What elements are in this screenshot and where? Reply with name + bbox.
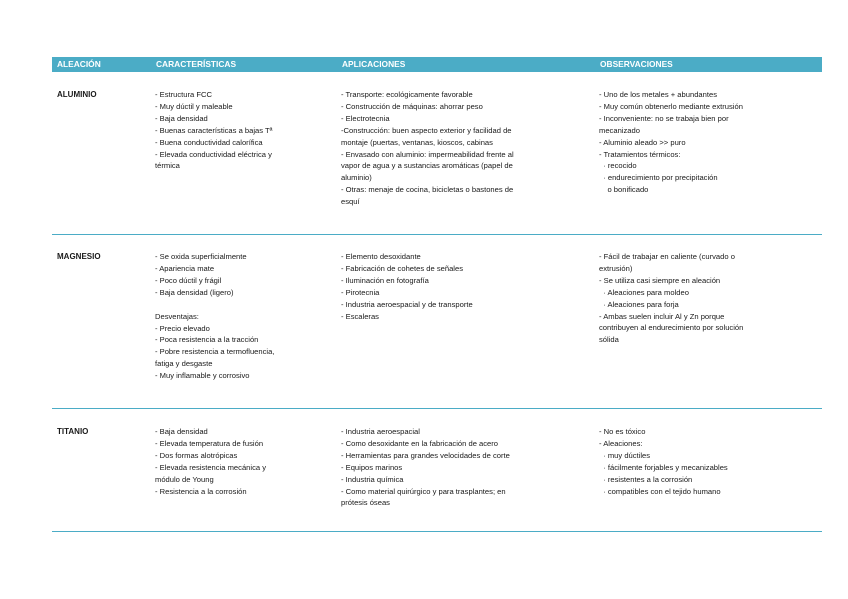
- text-line: · endurecimiento por precipitación: [599, 173, 718, 183]
- text-line: · fácilmente forjables y mecanizables: [599, 462, 728, 472]
- text-line: - No es tóxico: [599, 427, 646, 436]
- desventajas-title: Desventajas:: [155, 311, 199, 321]
- text-line: esquí: [341, 197, 360, 207]
- text-line: contribuyen al endurecimiento por solución: [599, 323, 744, 333]
- text-line: - Industria química: [341, 474, 404, 484]
- text-line: - Aleaciones:: [599, 438, 643, 448]
- text-line: - Baja densidad: [155, 113, 208, 123]
- text-line: - Poca resistencia a la tracción: [155, 335, 259, 345]
- text-line: - Pobre resistencia a termofluencia,: [155, 347, 275, 357]
- text-line: - Elevada conductividad eléctrica y: [155, 149, 272, 159]
- caracteristicas-titanio: [151, 409, 337, 532]
- alloy-name-aluminio: ALUMINIO: [52, 72, 151, 235]
- text-line: - Precio elevado: [155, 323, 210, 333]
- text-line: - Baja densidad (ligero): [155, 287, 234, 297]
- text-line: - Equipos marinos: [341, 462, 403, 472]
- alloy-name-magnesio: MAGNESIO: [52, 235, 151, 409]
- text-line: extrusión): [599, 263, 633, 273]
- table-row-magnesio: [52, 235, 822, 409]
- observaciones-titanio: [595, 409, 822, 532]
- text-line: - Estructura FCC: [155, 90, 212, 99]
- text-line: fatiga y desgaste: [155, 359, 213, 369]
- text-line: - Transporte: ecológicamente favorable: [341, 90, 473, 99]
- text-line: · resistentes a la corrosión: [599, 474, 693, 484]
- text-line: - Electrotecnia: [341, 113, 390, 123]
- text-line: mecanizado: [599, 125, 640, 135]
- text-line: · compatibles con el tejido humano: [599, 486, 721, 496]
- header-aleacion: ALEACIÓN: [52, 57, 151, 72]
- text-line: - Envasado con aluminio: impermeabilidad frente al: [341, 149, 514, 159]
- text-line: - Inconveniente: no se trabaja bien por: [599, 113, 729, 123]
- text-line: · recocido: [599, 161, 637, 171]
- text-line: módulo de Young: [155, 474, 214, 484]
- text-line: - Elevada temperatura de fusión: [155, 438, 264, 448]
- text-line: · muy dúctiles: [599, 450, 651, 460]
- text-line: -Construcción: buen aspecto exterior y facilidad de: [341, 125, 512, 135]
- observaciones-aluminio: [595, 72, 822, 235]
- text-line: - Industria aeroespacial: [341, 427, 420, 436]
- text-line: - Poco dúctil y frágil: [155, 275, 222, 285]
- text-line: - Construcción de máquinas: ahorrar peso: [341, 101, 483, 111]
- text-line: - Buenas características a bajas Tª: [155, 125, 273, 135]
- aplicaciones-titanio: [337, 409, 595, 532]
- header-caracteristicas: CARACTERÍSTICAS: [151, 57, 337, 72]
- text-line: - Elemento desoxidante: [341, 252, 421, 261]
- text-line: - Pirotecnia: [341, 287, 380, 297]
- aplicaciones-magnesio: [337, 235, 595, 409]
- text-line: - Dos formas alotrópicas: [155, 450, 238, 460]
- text-line: montaje (puertas, ventanas, kioscos, cabinas: [341, 137, 493, 147]
- text-line: · Aleaciones para moldeo: [599, 287, 689, 297]
- text-line: - Industria aeroespacial y de transporte: [341, 299, 473, 309]
- text-line: - Elevada resistencia mecánica y: [155, 462, 267, 472]
- text-line: - Resistencia a la corrosión: [155, 486, 247, 496]
- text-line: - Muy inflamable y corrosivo: [155, 371, 250, 381]
- header-aplicaciones: APLICACIONES: [337, 57, 595, 72]
- text-line: - Buena conductividad calorífica: [155, 137, 263, 147]
- aplicaciones-aluminio: [337, 72, 595, 235]
- text-line: prótesis óseas: [341, 498, 390, 508]
- table-row-aluminio: [52, 72, 822, 235]
- alloy-name-titanio: TITANIO: [52, 409, 151, 532]
- observaciones-magnesio: [595, 235, 822, 409]
- text-line: - Se oxida superficialmente: [155, 252, 247, 261]
- caracteristicas-magnesio: [151, 235, 337, 409]
- text-line: - Otras: menaje de cocina, bicicletas o bastones de: [341, 185, 514, 195]
- text-line: - Herramientas para grandes velocidades de corte: [341, 450, 510, 460]
- text-line: - Uno de los metales + abundantes: [599, 90, 717, 99]
- text-line: - Se utiliza casi siempre en aleación: [599, 275, 721, 285]
- text-line: - Como material quirúrgico y para trasplantes; en: [341, 486, 506, 496]
- text-line: - Baja densidad: [155, 427, 208, 436]
- text-line: - Fácil de trabajar en caliente (curvado o: [599, 252, 735, 261]
- table-header-row: [52, 57, 822, 72]
- text-line: - Ambas suelen incluir Al y Zn porque: [599, 311, 725, 321]
- text-line: - Escaleras: [341, 311, 379, 321]
- table-row-titanio: [52, 409, 822, 532]
- text-line: aluminio): [341, 173, 372, 183]
- text-line: · Aleaciones para forja: [599, 299, 679, 309]
- text-line: o bonificado: [599, 185, 649, 195]
- text-line: - Como desoxidante en la fabricación de acero: [341, 438, 499, 448]
- alloys-table: [52, 57, 822, 532]
- text-line: vapor de agua y a sustancias aromáticas (papel de: [341, 161, 513, 171]
- text-line: - Tratamientos térmicos:: [599, 149, 681, 159]
- text-line: - Aluminio aleado >> puro: [599, 137, 686, 147]
- header-observaciones: OBSERVACIONES: [595, 57, 822, 72]
- text-line: térmica: [155, 161, 180, 171]
- text-line: - Muy dúctil y maleable: [155, 101, 233, 111]
- text-line: - Muy común obtenerlo mediante extrusión: [599, 101, 743, 111]
- text-line: - Iluminación en fotografía: [341, 275, 429, 285]
- text-line: sólida: [599, 335, 619, 345]
- text-line: - Fabricación de cohetes de señales: [341, 263, 463, 273]
- caracteristicas-aluminio: [151, 72, 337, 235]
- text-line: - Apariencia mate: [155, 263, 215, 273]
